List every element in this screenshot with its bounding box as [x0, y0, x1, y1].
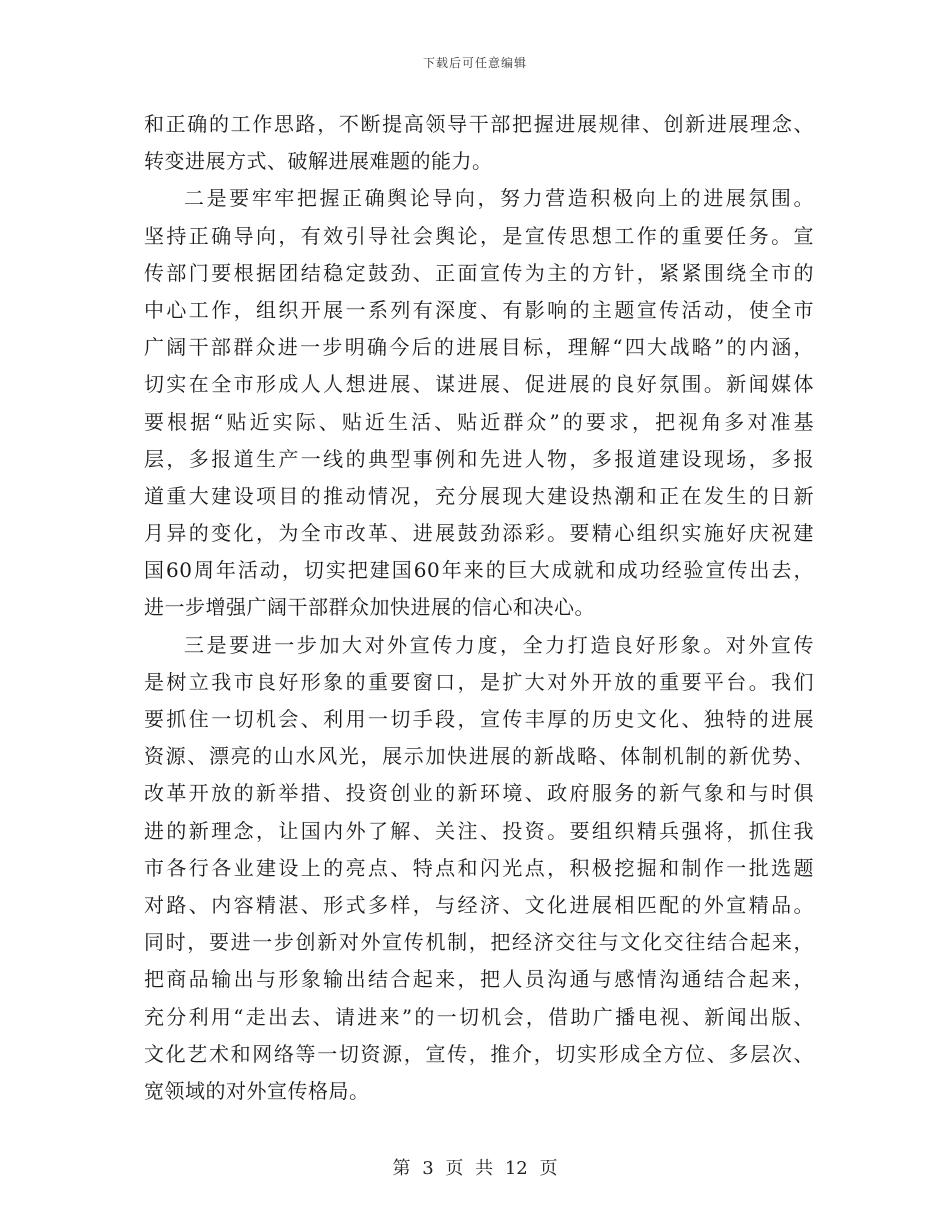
- text-line: 坚持正确导向，有效引导社会舆论，是宣传思想工作的重要任务。宣: [144, 223, 814, 248]
- text-line: 对路、内容精湛、形式多样，与经济、文化进展相匹配的外宣精品。: [144, 892, 814, 917]
- text-line: 道重大建设项目的推动情况，充分展现大建设热潮和正在发生的日新: [144, 483, 814, 508]
- text-line: 国60周年活动，切实把建国60年来的巨大成就和成功经验宣传出去，: [144, 558, 814, 583]
- text-line: 把商品输出与形象输出结合起来，把人员沟通与感情沟通结合起来，: [144, 967, 814, 992]
- text-line: 二是要牢牢把握正确舆论导向，努力营造积极向上的进展氛围。: [184, 186, 814, 211]
- page-header: 下载后可任意编辑: [422, 56, 527, 70]
- text-line: 市各行各业建设上的亮点、特点和闪光点，积极挖掘和制作一批选题: [144, 855, 814, 880]
- text-line: 中心工作，组织开展一系列有深度、有影响的主题宣传活动，使全市: [144, 297, 814, 322]
- text-line: 充分利用“走出去、请进来”的一切机会，借助广播电视、新闻出版、: [144, 1004, 814, 1029]
- document-body: [144, 106, 814, 1110]
- text-line: 传部门要根据团结稳定鼓劲、正面宣传为主的方针，紧紧围绕全市的: [144, 260, 814, 285]
- text-line: 宽领域的对外宣传格局。: [144, 1078, 370, 1103]
- text-line: 月异的变化，为全市改革、进展鼓劲添彩。要精心组织实施好庆祝建: [144, 521, 814, 546]
- text-line: 要根据“贴近实际、贴近生活、贴近群众”的要求，把视角多对准基: [144, 409, 814, 434]
- text-line: 切实在全市形成人人想进展、谋进展、促进展的良好氛围。新闻媒体: [144, 372, 814, 397]
- text-line: 是树立我市良好形象的重要窗口，是扩大对外开放的重要平台。我们: [144, 669, 814, 694]
- text-line: 同时，要进一步创新对外宣传机制，把经济交往与文化交往结合起来，: [144, 930, 814, 955]
- paragraph: [144, 106, 814, 180]
- text-line: 进的新理念，让国内外了解、关注、投资。要组织精兵强将，抓住我: [144, 818, 814, 843]
- page-number: 第 3 页 共 12 页: [392, 1158, 558, 1179]
- text-line: 转变进展方式、破解进展难题的能力。: [144, 149, 493, 174]
- text-line: 改革开放的新举措、投资创业的新环境、政府服务的新气象和与时俱: [144, 781, 814, 806]
- text-line: 层，多报道生产一线的典型事例和先进人物，多报道建设现场，多报: [144, 446, 814, 471]
- text-line: 要抓住一切机会、利用一切手段，宣传丰厚的历史文化、独特的进展: [144, 707, 814, 731]
- text-line: 和正确的工作思路，不断提高领导干部把握进展规律、创新进展理念、: [144, 112, 814, 136]
- paragraph: [144, 627, 814, 1110]
- text-line: 进一步增强广阔干部群众加快进展的信心和决心。: [144, 595, 595, 620]
- text-line: 文化艺术和网络等一切资源，宣传，推介，切实形成全方位、多层次、: [144, 1041, 814, 1066]
- text-line: 资源、漂亮的山水风光，展示加快进展的新战略、体制机制的新优势、: [144, 744, 814, 769]
- text-line: 三是要进一步加大对外宣传力度，全力打造良好形象。对外宣传: [184, 632, 814, 657]
- text-line: 广阔干部群众进一步明确今后的进展目标，理解“四大战略”的内涵，: [144, 335, 814, 360]
- paragraph: [144, 180, 814, 626]
